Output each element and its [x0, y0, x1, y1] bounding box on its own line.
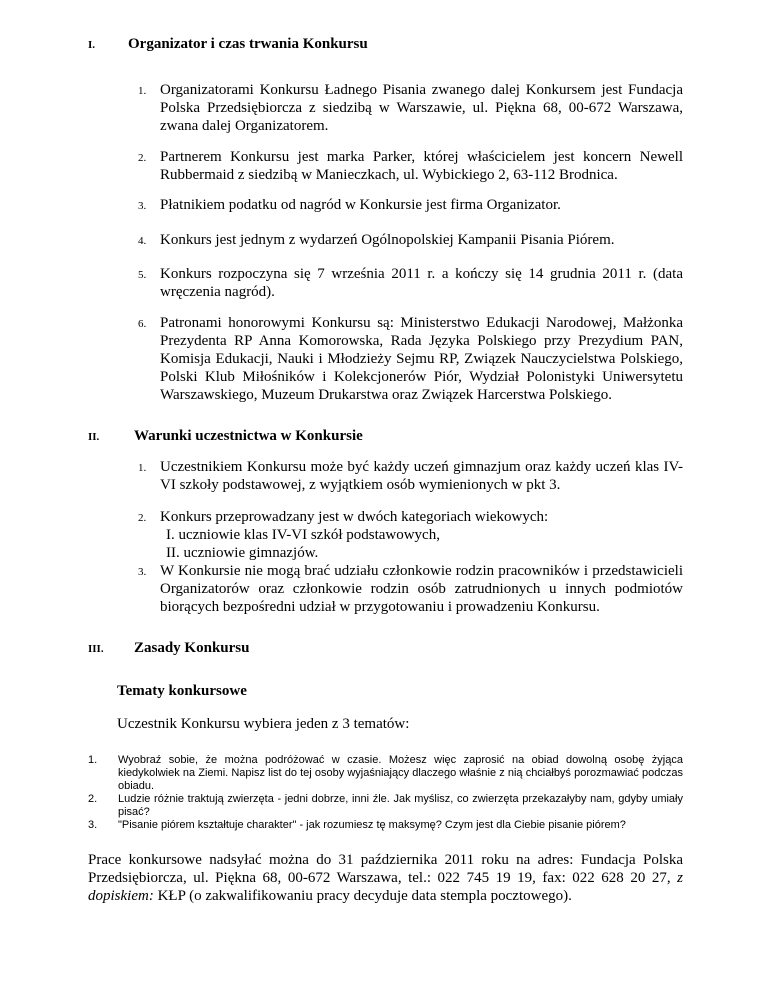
subheading-topics: Tematy konkursowe [117, 683, 247, 699]
item-text: Uczestnikiem Konkursu może być każdy uczeń gimnazjum oraz każdy uczeń klas IV-VI szkoły podstawowej, z wyjątkiem osób wymienionych w pkt 3. [160, 459, 683, 493]
list-item [138, 148, 683, 184]
topic-number: 2. [88, 793, 98, 805]
submission-info [88, 851, 683, 905]
item-text: Partnerem Konkursu jest marka Parker, której właścicielem jest koncern Newell Rubbermaid z siedzibą w Manieczkach, ul. Wybickiego 2, 63-112 Brodnica. [160, 149, 683, 183]
topics-list [88, 754, 683, 832]
topic-item [88, 793, 683, 819]
item-text: Organizatorami Konkursu Ładnego Pisania zwanego dalej Konkursem jest Fundacja Polska Przedsiębiorcza z siedzibą w Warszawie, ul. Piękna 68, 00-672 Warszawa, zwana dalej Organizatorem. [160, 82, 683, 134]
item-text: Konkurs jest jednym z wydarzeń Ogólnopolskiej Kampanii Pisania Piórem. [160, 232, 615, 248]
section-title: Warunki uczestnictwa w Konkursie [134, 428, 363, 444]
item-number: 5. [138, 269, 147, 281]
section-title: Zasady Konkursu [134, 640, 250, 656]
list-item [138, 231, 683, 249]
item-text: Patronami honorowymi Konkursu są: Ministerstwo Edukacji Narodowej, Małżonka Prezydenta RP Anna Komorowska, Rada Języka Polskiego przy Prezydium PAN, Komisja Edukacji, Nauki i Młodzieży Sejmu RP, Związek Nauczycielstwa Polskiego, Polski Klub Miłośników i Kolekcjonerów Piór, Wydział Polonistyki Uniwersytetu Warszawskiego, Muzeum Drukarstwa oraz Związek Harcerstwa Polskiego. [160, 315, 683, 403]
section-number: II. [88, 431, 100, 443]
submission-text: Prace konkursowe nadsyłać można do 31 października 2011 roku na adres: Fundacja Polska Przedsiębiorcza, ul. Piękna 68, 00-672 Warszawa, tel.: 022 745 19 19, fax: 022 628 20 27, [88, 852, 683, 886]
item-number: 2. [138, 512, 147, 524]
topic-item [88, 819, 683, 832]
item-subtext: II. uczniowie gimnazjów. [166, 545, 319, 561]
section-number: I. [88, 39, 96, 51]
list-item [138, 196, 683, 214]
list-item [138, 265, 683, 301]
item-number: 1. [138, 462, 147, 474]
item-number: 3. [138, 566, 147, 578]
list-item [138, 314, 683, 404]
item-number: 2. [138, 152, 147, 164]
topic-text: Wyobraź sobie, że można podróżować w czasie. Możesz więc zaprosić na obiad dowolną osobę żyjąca kiedykolwiek na Ziemi. Napisz list do tej osoby wyjaśniający dlaczego właśnie z nią chciałbyś porozmawiać podczas obiadu. [118, 754, 683, 792]
topic-number: 3. [88, 819, 98, 831]
item-subtext: I. uczniowie klas IV-VI szkół podstawowych, [166, 527, 440, 543]
list-item [138, 458, 683, 494]
submission-text-end: KŁP (o zakwalifikowaniu pracy decyduje data stempla pocztowego). [157, 888, 572, 904]
item-number: 1. [138, 85, 147, 97]
submission-italic-note: z dopiskiem: [88, 870, 683, 904]
item-text: Płatnikiem podatku od nagród w Konkursie jest firma Organizator. [160, 197, 561, 213]
topic-item [88, 754, 683, 793]
item-number: 4. [138, 235, 147, 247]
list-item [138, 508, 683, 562]
list-item [138, 81, 683, 135]
topic-text: Ludzie różnie traktują zwierzęta - jedni dobrze, inni źle. Jak myślisz, co zwierzęta przekazałyby nam, gdyby umiały pisać? [118, 793, 683, 818]
item-number: 3. [138, 200, 147, 212]
section-title: Organizator i czas trwania Konkursu [128, 36, 368, 52]
item-text: Konkurs przeprowadzany jest w dwóch kategoriach wiekowych: [160, 509, 549, 525]
topic-text: "Pisanie piórem kształtuje charakter" - jak rozumiesz tę maksymę? Czym jest dla Ciebie pisanie piórem? [118, 819, 626, 831]
topics-intro: Uczestnik Konkursu wybiera jeden z 3 tematów: [117, 716, 410, 732]
item-text: Konkurs rozpoczyna się 7 września 2011 r. a kończy się 14 grudnia 2011 r. (data wręczenia nagród). [160, 266, 683, 300]
item-number: 6. [138, 318, 147, 330]
topic-number: 1. [88, 754, 98, 766]
item-text: W Konkursie nie mogą brać udziału członkowie rodzin pracowników i przedstawicieli Organizatorów oraz członkowie rodzin osób zatrudnionych u innych podmiotów biorących bezpośredni udział w przygotowaniu i prowadzeniu Konkursu. [160, 563, 683, 615]
list-item [138, 562, 683, 616]
section-number: III. [88, 643, 104, 655]
